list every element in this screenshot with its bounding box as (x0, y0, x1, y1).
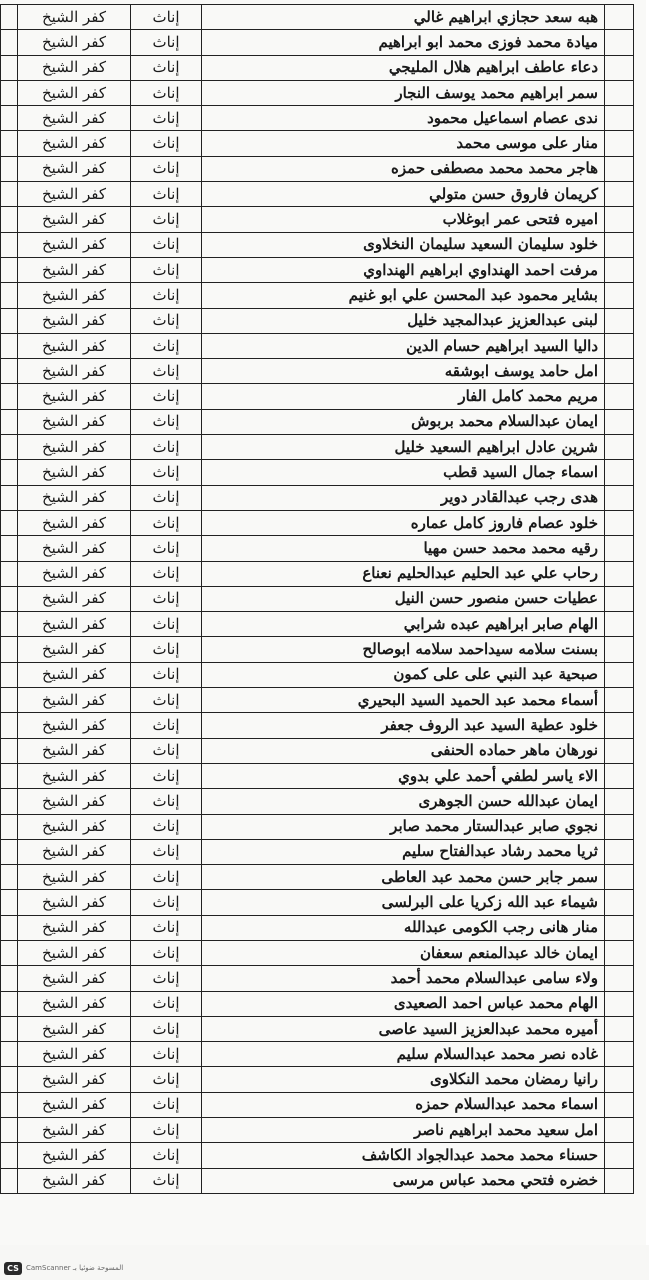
table-row (1, 182, 634, 207)
table-row (1, 561, 634, 586)
name-cell: خلود عطية السيد عبد الروف جعفر (202, 713, 605, 738)
edge-cell (1, 131, 18, 156)
blank-cell (605, 435, 634, 460)
gender-cell: إناث (131, 131, 202, 156)
region-cell: كفر الشيخ (18, 308, 131, 333)
blank-cell (605, 688, 634, 713)
name-cell: ثريا محمد رشاد عبدالفتاح سليم (202, 839, 605, 864)
region-cell: كفر الشيخ (18, 940, 131, 965)
region-cell: كفر الشيخ (18, 915, 131, 940)
blank-cell (605, 865, 634, 890)
blank-cell (605, 1143, 634, 1168)
gender-cell: إناث (131, 713, 202, 738)
region-cell: كفر الشيخ (18, 637, 131, 662)
blank-cell (605, 1092, 634, 1117)
name-cell: ولاء سامى عبدالسلام محمد أحمد (202, 966, 605, 991)
edge-cell (1, 1092, 18, 1117)
region-cell: كفر الشيخ (18, 738, 131, 763)
region-cell: كفر الشيخ (18, 156, 131, 181)
edge-cell (1, 30, 18, 55)
edge-cell (1, 612, 18, 637)
gender-cell: إناث (131, 586, 202, 611)
edge-cell (1, 688, 18, 713)
blank-cell (605, 738, 634, 763)
region-cell: كفر الشيخ (18, 763, 131, 788)
blank-cell (605, 359, 634, 384)
name-cell: دعاء عاطف ابراهيم هلال المليجي (202, 55, 605, 80)
region-cell: كفر الشيخ (18, 1016, 131, 1041)
table-row (1, 662, 634, 687)
blank-cell (605, 182, 634, 207)
edge-cell (1, 561, 18, 586)
gender-cell: إناث (131, 359, 202, 384)
name-cell: بشاير محمود عبد المحسن علي ابو غنيم (202, 283, 605, 308)
gender-cell: إناث (131, 257, 202, 282)
name-cell: أسماء محمد عبد الحميد السيد البحيري (202, 688, 605, 713)
edge-cell (1, 232, 18, 257)
table-row (1, 713, 634, 738)
table-row (1, 738, 634, 763)
blank-cell (605, 510, 634, 535)
edge-cell (1, 5, 18, 30)
region-cell: كفر الشيخ (18, 460, 131, 485)
table-row (1, 1143, 634, 1168)
gender-cell: إناث (131, 789, 202, 814)
blank-cell (605, 839, 634, 864)
edge-cell (1, 586, 18, 611)
gender-cell: إناث (131, 1016, 202, 1041)
region-cell: كفر الشيخ (18, 966, 131, 991)
gender-cell: إناث (131, 485, 202, 510)
gender-cell: إناث (131, 1042, 202, 1067)
blank-cell (605, 485, 634, 510)
region-cell: كفر الشيخ (18, 789, 131, 814)
name-cell: صبحية عبد النبي على على كمون (202, 662, 605, 687)
name-cell: الاء ياسر لطفي أحمد علي بدوي (202, 763, 605, 788)
region-cell: كفر الشيخ (18, 333, 131, 358)
table-row (1, 384, 634, 409)
name-cell: ميادة محمد فوزى محمد ابو ابراهيم (202, 30, 605, 55)
table-row (1, 283, 634, 308)
region-cell: كفر الشيخ (18, 1118, 131, 1143)
region-cell: كفر الشيخ (18, 257, 131, 282)
blank-cell (605, 612, 634, 637)
gender-cell: إناث (131, 1143, 202, 1168)
region-cell: كفر الشيخ (18, 207, 131, 232)
table-row (1, 207, 634, 232)
table-row (1, 1016, 634, 1041)
table-row (1, 257, 634, 282)
region-cell: كفر الشيخ (18, 384, 131, 409)
edge-cell (1, 865, 18, 890)
edge-cell (1, 991, 18, 1016)
table-row (1, 940, 634, 965)
table-row (1, 763, 634, 788)
gender-cell: إناث (131, 662, 202, 687)
gender-cell: إناث (131, 435, 202, 460)
name-cell: شيماء عبد الله زكريا على البرلسى (202, 890, 605, 915)
gender-cell: إناث (131, 940, 202, 965)
blank-cell (605, 131, 634, 156)
edge-cell (1, 814, 18, 839)
blank-cell (605, 257, 634, 282)
region-cell: كفر الشيخ (18, 409, 131, 434)
table-row (1, 131, 634, 156)
edge-cell (1, 637, 18, 662)
region-cell: كفر الشيخ (18, 662, 131, 687)
gender-cell: إناث (131, 839, 202, 864)
name-cell: هبه سعد حجازي ابراهيم غالي (202, 5, 605, 30)
blank-cell (605, 460, 634, 485)
name-cell: رقيه محمد محمد حسن مهيا (202, 536, 605, 561)
name-cell: اسماء محمد عبدالسلام حمزه (202, 1092, 605, 1117)
table-row (1, 1118, 634, 1143)
region-cell: كفر الشيخ (18, 106, 131, 131)
gender-cell: إناث (131, 865, 202, 890)
table-row (1, 991, 634, 1016)
table-row (1, 865, 634, 890)
region-cell: كفر الشيخ (18, 890, 131, 915)
region-cell: كفر الشيخ (18, 1042, 131, 1067)
blank-cell (605, 5, 634, 30)
blank-cell (605, 409, 634, 434)
gender-cell: إناث (131, 460, 202, 485)
name-cell: رانيا رمضان محمد النكلاوى (202, 1067, 605, 1092)
table-row (1, 1092, 634, 1117)
name-cell: امل حامد يوسف ابوشقه (202, 359, 605, 384)
blank-cell (605, 1168, 634, 1193)
gender-cell: إناث (131, 915, 202, 940)
table-row (1, 55, 634, 80)
gender-cell: إناث (131, 1118, 202, 1143)
gender-cell: إناث (131, 80, 202, 105)
edge-cell (1, 156, 18, 181)
blank-cell (605, 384, 634, 409)
name-cell: أميره محمد عبدالعزيز السيد عاصى (202, 1016, 605, 1041)
edge-cell (1, 333, 18, 358)
region-cell: كفر الشيخ (18, 1143, 131, 1168)
table-row (1, 5, 634, 30)
table-row (1, 536, 634, 561)
edge-cell (1, 1016, 18, 1041)
blank-cell (605, 333, 634, 358)
name-cell: منار هانى رجب الكومى عبدالله (202, 915, 605, 940)
blank-cell (605, 940, 634, 965)
blank-cell (605, 232, 634, 257)
region-cell: كفر الشيخ (18, 5, 131, 30)
blank-cell (605, 561, 634, 586)
table-row (1, 814, 634, 839)
gender-cell: إناث (131, 156, 202, 181)
name-cell: خلود سليمان السعيد سليمان النخلاوى (202, 232, 605, 257)
name-cell: اسماء جمال السيد قطب (202, 460, 605, 485)
name-cell: سمر جابر حسن محمد عبد العاطى (202, 865, 605, 890)
region-cell: كفر الشيخ (18, 359, 131, 384)
edge-cell (1, 789, 18, 814)
region-cell: كفر الشيخ (18, 182, 131, 207)
edge-cell (1, 1143, 18, 1168)
region-cell: كفر الشيخ (18, 1092, 131, 1117)
table-row (1, 106, 634, 131)
blank-cell (605, 1042, 634, 1067)
table-row (1, 485, 634, 510)
edge-cell (1, 940, 18, 965)
gender-cell: إناث (131, 561, 202, 586)
edge-cell (1, 485, 18, 510)
edge-cell (1, 55, 18, 80)
camscanner-logo: CS (4, 1262, 22, 1275)
name-cell: ايمان عبدالله حسن الجوهرى (202, 789, 605, 814)
name-cell: نجوي صابر عبدالستار محمد صابر (202, 814, 605, 839)
name-cell: كريمان فاروق حسن متولي (202, 182, 605, 207)
blank-cell (605, 106, 634, 131)
gender-cell: إناث (131, 890, 202, 915)
name-cell: داليا السيد ابراهيم حسام الدين (202, 333, 605, 358)
table-row (1, 890, 634, 915)
edge-cell (1, 207, 18, 232)
gender-cell: إناث (131, 763, 202, 788)
gender-cell: إناث (131, 232, 202, 257)
table-row (1, 30, 634, 55)
edge-cell (1, 915, 18, 940)
roster-body (1, 5, 634, 1194)
table-row (1, 1168, 634, 1193)
region-cell: كفر الشيخ (18, 232, 131, 257)
edge-cell (1, 257, 18, 282)
region-cell: كفر الشيخ (18, 839, 131, 864)
region-cell: كفر الشيخ (18, 1067, 131, 1092)
region-cell: كفر الشيخ (18, 435, 131, 460)
edge-cell (1, 1067, 18, 1092)
blank-cell (605, 890, 634, 915)
gender-cell: إناث (131, 30, 202, 55)
region-cell: كفر الشيخ (18, 131, 131, 156)
name-cell: بسنت سلامه سيداحمد سلامه ابوصالح (202, 637, 605, 662)
blank-cell (605, 789, 634, 814)
table-row (1, 789, 634, 814)
edge-cell (1, 359, 18, 384)
region-cell: كفر الشيخ (18, 30, 131, 55)
table-row (1, 966, 634, 991)
edge-cell (1, 890, 18, 915)
region-cell: كفر الشيخ (18, 814, 131, 839)
region-cell: كفر الشيخ (18, 612, 131, 637)
region-cell: كفر الشيخ (18, 510, 131, 535)
table-row (1, 156, 634, 181)
gender-cell: إناث (131, 536, 202, 561)
name-cell: شرين عادل ابراهيم السعيد خليل (202, 435, 605, 460)
region-cell: كفر الشيخ (18, 1168, 131, 1193)
name-cell: ندى عصام اسماعيل محمود (202, 106, 605, 131)
region-cell: كفر الشيخ (18, 80, 131, 105)
blank-cell (605, 662, 634, 687)
table-row (1, 1042, 634, 1067)
edge-cell (1, 738, 18, 763)
gender-cell: إناث (131, 55, 202, 80)
name-cell: خلود عصام فاروز كامل عماره (202, 510, 605, 535)
gender-cell: إناث (131, 966, 202, 991)
table-row (1, 333, 634, 358)
blank-cell (605, 1067, 634, 1092)
gender-cell: إناث (131, 106, 202, 131)
blank-cell (605, 814, 634, 839)
blank-cell (605, 30, 634, 55)
blank-cell (605, 763, 634, 788)
name-cell: مرفت احمد الهنداوي ابراهيم الهنداوي (202, 257, 605, 282)
gender-cell: إناث (131, 1168, 202, 1193)
edge-cell (1, 384, 18, 409)
blank-cell (605, 637, 634, 662)
region-cell: كفر الشيخ (18, 991, 131, 1016)
region-cell: كفر الشيخ (18, 586, 131, 611)
name-cell: لبنى عبدالعزيز عبدالمجيد خليل (202, 308, 605, 333)
region-cell: كفر الشيخ (18, 283, 131, 308)
table-row (1, 80, 634, 105)
edge-cell (1, 435, 18, 460)
name-cell: الهام محمد عباس احمد الصعيدى (202, 991, 605, 1016)
gender-cell: إناث (131, 207, 202, 232)
blank-cell (605, 80, 634, 105)
gender-cell: إناث (131, 1067, 202, 1092)
gender-cell: إناث (131, 991, 202, 1016)
gender-cell: إناث (131, 283, 202, 308)
table-row (1, 612, 634, 637)
blank-cell (605, 55, 634, 80)
name-cell: هدى رجب عبدالقادر دوير (202, 485, 605, 510)
edge-cell (1, 80, 18, 105)
region-cell: كفر الشيخ (18, 688, 131, 713)
gender-cell: إناث (131, 308, 202, 333)
gender-cell: إناث (131, 738, 202, 763)
table-row (1, 688, 634, 713)
name-cell: خضره فتحي محمد عباس مرسى (202, 1168, 605, 1193)
edge-cell (1, 182, 18, 207)
region-cell: كفر الشيخ (18, 713, 131, 738)
name-cell: اميره فتحى عمر ابوغلاب (202, 207, 605, 232)
name-cell: ايمان خالد عبدالمنعم سعفان (202, 940, 605, 965)
gender-cell: إناث (131, 510, 202, 535)
edge-cell (1, 510, 18, 535)
name-cell: نورهان ماهر حماده الحنفى (202, 738, 605, 763)
blank-cell (605, 586, 634, 611)
table-row (1, 435, 634, 460)
region-cell: كفر الشيخ (18, 536, 131, 561)
blank-cell (605, 713, 634, 738)
edge-cell (1, 460, 18, 485)
blank-cell (605, 207, 634, 232)
name-cell: ايمان عبدالسلام محمد بربوش (202, 409, 605, 434)
region-cell: كفر الشيخ (18, 561, 131, 586)
gender-cell: إناث (131, 5, 202, 30)
edge-cell (1, 966, 18, 991)
name-cell: الهام صابر ابراهيم عبده شرابي (202, 612, 605, 637)
edge-cell (1, 1118, 18, 1143)
blank-cell (605, 283, 634, 308)
gender-cell: إناث (131, 333, 202, 358)
table-row (1, 839, 634, 864)
name-cell: مريم محمد كامل الفار (202, 384, 605, 409)
edge-cell (1, 106, 18, 131)
blank-cell (605, 156, 634, 181)
region-cell: كفر الشيخ (18, 55, 131, 80)
name-cell: حسناء محمد محمد عبدالجواد الكاشف (202, 1143, 605, 1168)
name-cell: امل سعيد محمد ابراهيم ناصر (202, 1118, 605, 1143)
gender-cell: إناث (131, 612, 202, 637)
edge-cell (1, 713, 18, 738)
edge-cell (1, 409, 18, 434)
blank-cell (605, 966, 634, 991)
blank-cell (605, 1016, 634, 1041)
name-cell: سمر ابراهيم محمد يوسف النجار (202, 80, 605, 105)
name-cell: غاده نصر محمد عبدالسلام سليم (202, 1042, 605, 1067)
gender-cell: إناث (131, 182, 202, 207)
roster-table (0, 4, 634, 1194)
gender-cell: إناث (131, 688, 202, 713)
table-row (1, 308, 634, 333)
blank-cell (605, 991, 634, 1016)
name-cell: رحاب علي عبد الحليم عبدالحليم نعناع (202, 561, 605, 586)
blank-cell (605, 915, 634, 940)
table-row (1, 915, 634, 940)
table-row (1, 637, 634, 662)
blank-cell (605, 1118, 634, 1143)
edge-cell (1, 662, 18, 687)
gender-cell: إناث (131, 814, 202, 839)
table-row (1, 586, 634, 611)
name-cell: هاجر محمد محمد مصطفى حمزه (202, 156, 605, 181)
gender-cell: إناث (131, 1092, 202, 1117)
edge-cell (1, 1168, 18, 1193)
edge-cell (1, 839, 18, 864)
table-row (1, 359, 634, 384)
edge-cell (1, 283, 18, 308)
watermark-text: CamScanner المسوحة ضوئيا بـ (26, 1264, 124, 1272)
name-cell: عطيات حسن منصور حسن النيل (202, 586, 605, 611)
gender-cell: إناث (131, 637, 202, 662)
edge-cell (1, 536, 18, 561)
name-cell: منار على موسى محمد (202, 131, 605, 156)
table-row (1, 232, 634, 257)
table-row (1, 460, 634, 485)
edge-cell (1, 308, 18, 333)
table-row (1, 409, 634, 434)
scanner-footer (0, 1258, 649, 1278)
gender-cell: إناث (131, 409, 202, 434)
region-cell: كفر الشيخ (18, 485, 131, 510)
edge-cell (1, 1042, 18, 1067)
gender-cell: إناث (131, 384, 202, 409)
table-row (1, 510, 634, 535)
table-row (1, 1067, 634, 1092)
edge-cell (1, 763, 18, 788)
blank-cell (605, 308, 634, 333)
blank-cell (605, 536, 634, 561)
region-cell: كفر الشيخ (18, 865, 131, 890)
